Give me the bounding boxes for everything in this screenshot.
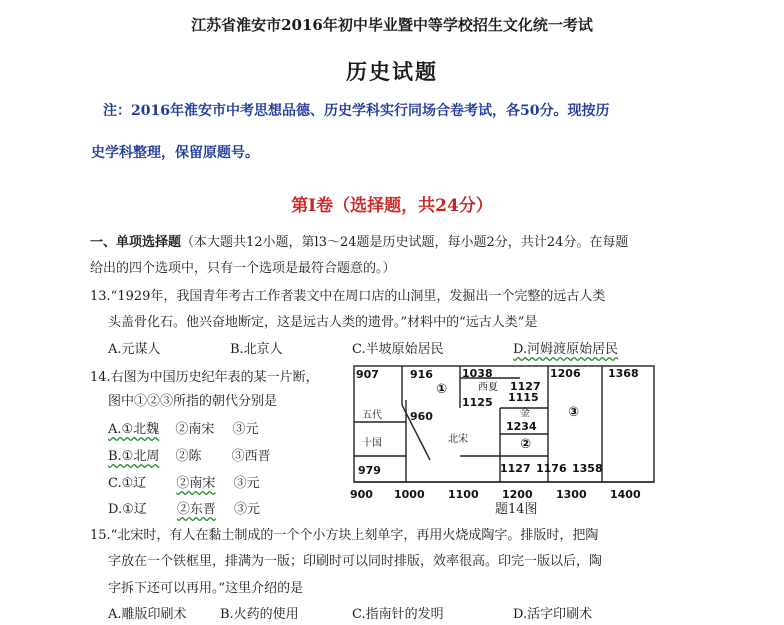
q14-option-c[interactable] xyxy=(108,472,260,491)
q14-a-part1: A.①北魏 xyxy=(108,422,160,437)
q15-line-1: 15.“北宋时，有人在黏土制成的一个个小方块上刻单字，再用火烧成陶字。排版时，把陶 xyxy=(90,528,599,543)
label-1125: 1125 xyxy=(462,396,493,409)
q15-option-d[interactable]: D.活字印刷术 xyxy=(513,607,593,622)
label-907: 907 xyxy=(356,368,379,381)
q14-option-d[interactable] xyxy=(108,498,260,517)
label-1115: 1115 xyxy=(508,391,539,404)
exam-title: 江苏省淮安市2016年初中毕业暨中等学校招生文化统一考试 xyxy=(191,16,593,34)
label-960: 960 xyxy=(410,410,433,423)
q14-b-part1: B.①北周 xyxy=(108,449,160,464)
tick-1400: 1400 xyxy=(610,488,641,501)
q14-a-part3: ③元 xyxy=(232,422,259,437)
q14-timeline-figure xyxy=(350,360,660,510)
q14-c-part2: ②南宋 xyxy=(176,476,216,491)
label-shiguo: 十国 xyxy=(362,438,382,449)
tick-900: 900 xyxy=(350,488,373,501)
q15-line-2: 字放在一个铁框里，排满为一版；印刷时可以同时排版，效率很高。印完一版以后，陶 xyxy=(108,554,603,569)
q13-line-1: 13.“1929年，我国青年考古工作者裴文中在周口店的山洞里，发掘出一个完整的远古人类 xyxy=(90,289,606,304)
part1-instr-2: 给出的四个选项中，只有一个选项是最符合题意的。） xyxy=(90,261,396,276)
part1-instructions xyxy=(90,231,628,250)
q13-option-b[interactable]: B.北京人 xyxy=(230,342,283,357)
q14-d-part3: ③元 xyxy=(234,502,261,517)
label-1206: 1206 xyxy=(550,367,581,380)
q14-b-part3: ③西晋 xyxy=(231,449,271,464)
label-jin: 金 xyxy=(520,408,530,419)
label-1038: 1038 xyxy=(462,367,493,380)
subject-title: 历史试题 xyxy=(346,59,438,84)
q14-d-part2: ②东晋 xyxy=(176,502,216,517)
label-1234: 1234 xyxy=(506,420,537,433)
q15-option-c[interactable]: C.指南针的发明 xyxy=(352,607,444,622)
q13-line-2: 头盖骨化石。他兴奋地断定，这是远古人类的遗骨。”材料中的“远古人类”是 xyxy=(108,315,538,330)
label-wudai: 五代 xyxy=(362,410,382,421)
tick-1000: 1000 xyxy=(394,488,425,501)
label-xixia: 西夏 xyxy=(478,382,498,393)
q14-figure-caption: 题14图 xyxy=(495,502,538,517)
tick-1100: 1100 xyxy=(448,488,479,501)
q14-c-part1: C.①辽 xyxy=(108,476,147,491)
label-916: 916 xyxy=(410,368,433,381)
tick-1300: 1300 xyxy=(556,488,587,501)
q13-option-a[interactable]: A.元谋人 xyxy=(108,342,161,357)
q15-option-a[interactable]: A.雕版印刷术 xyxy=(108,607,187,622)
q14-d-part1: D.①辽 xyxy=(108,502,147,517)
label-1127-south: 1127 xyxy=(500,462,531,475)
q13-option-d[interactable] xyxy=(513,338,618,357)
marker-1: ① xyxy=(436,382,448,397)
q15-line-3: 字拆下还可以再用。”这里介绍的是 xyxy=(108,581,304,596)
q13-option-d-text: D.河姆渡原始居民 xyxy=(513,342,619,357)
q14-line-1: 14.右图为中国历史纪年表的某一片断， xyxy=(90,370,319,385)
label-1358: 1358 xyxy=(572,462,603,475)
q14-line-2: 图中①②③所指的朝代分别是 xyxy=(108,394,278,409)
q13-option-c[interactable]: C.半坡原始居民 xyxy=(352,342,444,357)
part1-instr-1: （本大题共12小题，第l3～24题是历史试题，每小题2分，共计24分。在每题 xyxy=(181,235,629,250)
q14-b-part2: ②陈 xyxy=(175,449,202,464)
q14-c-part3: ③元 xyxy=(233,476,260,491)
q14-option-a[interactable] xyxy=(108,418,259,437)
tick-1200: 1200 xyxy=(502,488,533,501)
label-979: 979 xyxy=(358,464,381,477)
q14-option-b[interactable] xyxy=(108,445,271,464)
marker-3: ③ xyxy=(568,405,580,420)
marker-2: ② xyxy=(520,437,532,452)
label-beisong: 北宋 xyxy=(448,434,468,445)
q14-a-part2: ②南宋 xyxy=(175,422,215,437)
label-1227: 1127 xyxy=(510,380,541,393)
q15-option-b[interactable]: B.火药的使用 xyxy=(220,607,299,622)
label-1368: 1368 xyxy=(608,367,639,380)
section-title: 第Ⅰ卷（选择题，共24分） xyxy=(291,196,493,216)
note-line-1: 注：2016年淮安市中考思想品德、历史学科实行同场合卷考试，各50分。现按历 xyxy=(103,103,610,119)
label-1176: 1176 xyxy=(536,462,567,475)
part1-heading: 一、单项选择题 xyxy=(90,235,182,250)
note-line-2: 史学科整理，保留原题号。 xyxy=(91,145,259,161)
